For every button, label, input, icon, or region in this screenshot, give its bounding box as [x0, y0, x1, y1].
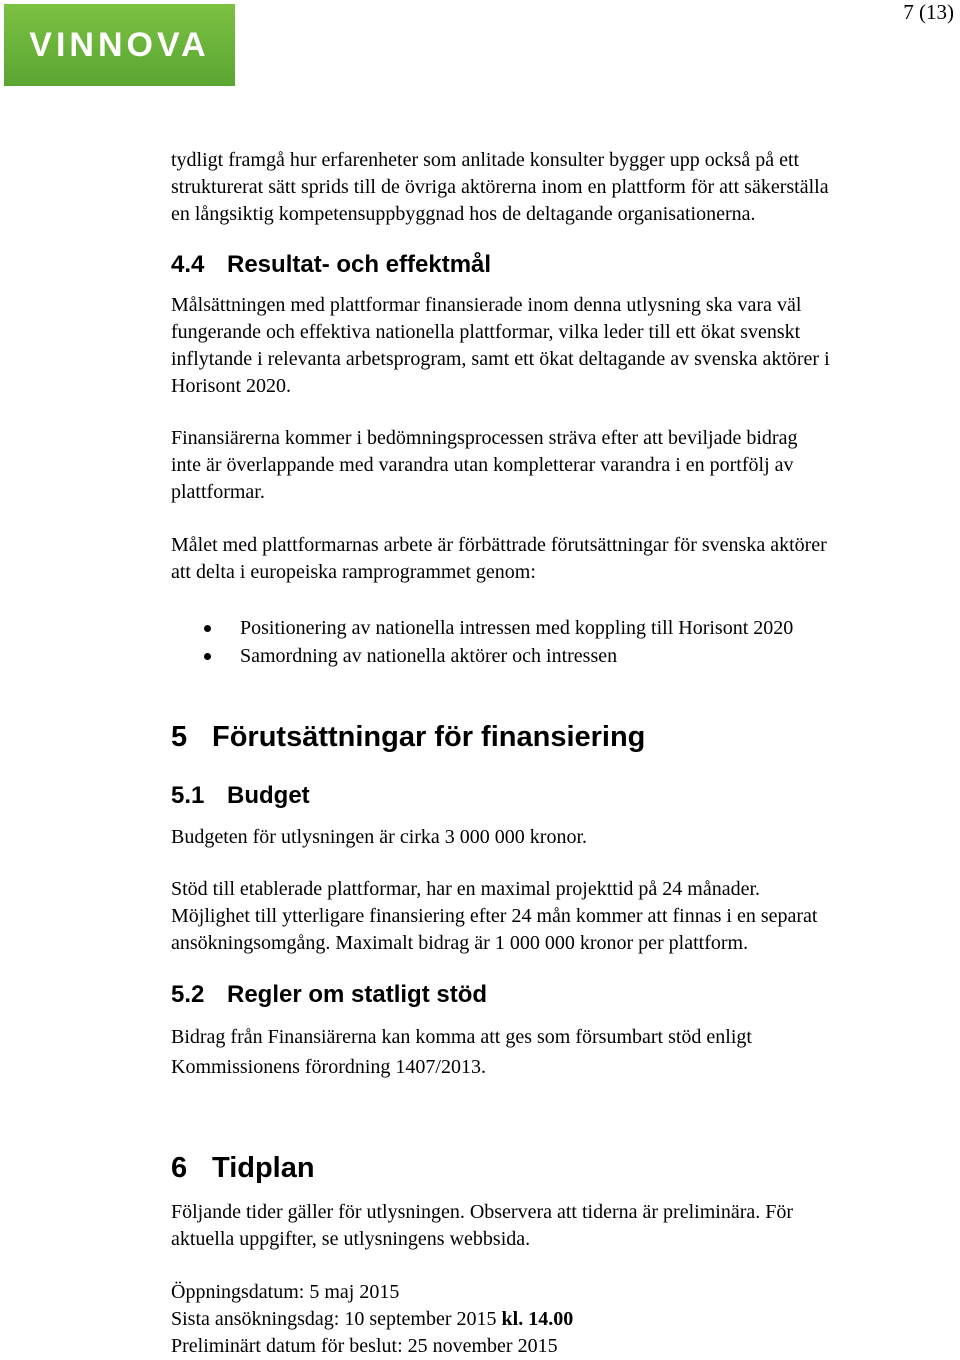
text-line: ansökningsomgång. Maximalt bidrag är 1 000 000 kronor per plattform.	[171, 932, 749, 954]
section-number: 4.4	[171, 251, 205, 278]
list-item	[203, 614, 793, 642]
section-title: Resultat- och effektmål	[227, 251, 492, 278]
decision-date: Preliminärt datum för beslut: 25 november 2015	[171, 1335, 558, 1357]
section-number: 5	[171, 721, 188, 753]
intro-paragraph	[171, 147, 941, 228]
text-line: Målsättningen med plattformar finansierade inom denna utlysning ska vara väl	[171, 294, 802, 316]
text-line: aktuella uppgifter, se utlysningens webbsida.	[171, 1228, 531, 1250]
deadline-time: kl. 14.00	[501, 1308, 574, 1330]
section-4-4-paragraph-2	[171, 425, 941, 506]
state-aid-paragraph	[171, 1022, 941, 1082]
section-5-2-heading	[171, 981, 487, 1009]
timeline-intro-paragraph	[171, 1199, 941, 1253]
text-line: Finansiärerna kommer i bedömningsprocessen sträva efter att beviljade bidrag	[171, 427, 798, 449]
text-line: plattformar.	[171, 481, 265, 503]
text-line: tydligt framgå hur erfarenheter som anlitade konsulter bygger upp också på ett	[171, 149, 800, 171]
text-line: Möjlighet till ytterligare finansiering efter 24 mån kommer att finnas i en separat	[171, 905, 818, 927]
section-4-4-heading	[171, 251, 491, 279]
timeline-dates	[171, 1279, 941, 1360]
section-4-4-paragraph-1	[171, 292, 941, 400]
text-line: Horisont 2020.	[171, 375, 291, 397]
text-line: Budgeten för utlysningen är cirka 3 000 000 kronor.	[171, 826, 588, 848]
section-5-heading	[171, 721, 645, 754]
text-line: en långsiktig kompetensuppbyggnad hos de deltagande organisationerna.	[171, 203, 756, 225]
section-number: 6	[171, 1152, 188, 1184]
text-line: inte är överlappande med varandra utan kompletterar varandra i en portfölj av	[171, 454, 794, 476]
text-line: inflytande i relevanta arbetsprogram, samt ett ökat deltagande av svenska aktörer i	[171, 348, 830, 370]
section-number: 5.1	[171, 782, 205, 809]
section-5-1-heading	[171, 782, 310, 810]
section-title: Förutsättningar för finansiering	[212, 721, 646, 753]
text-line: fungerande och effektiva nationella plattformar, vilka leder till ett ökat svenskt	[171, 321, 801, 343]
section-title: Regler om statligt stöd	[227, 981, 488, 1008]
list-item-text: Positionering av nationella intressen med koppling till Horisont 2020	[240, 617, 794, 639]
section-4-4-paragraph-3	[171, 532, 941, 586]
section-title: Tidplan	[212, 1152, 315, 1184]
deadline-date: Sista ansökningsdag: 10 september 2015	[171, 1308, 497, 1330]
logo-text: VINNOVA	[29, 25, 210, 64]
text-line: strukturerat sätt sprids till de övriga aktörerna inom en plattform för att säkerställa	[171, 176, 829, 198]
text-line: Målet med plattformarnas arbete är förbättrade förutsättningar för svenska aktörer	[171, 534, 827, 556]
page-number: 7 (13)	[903, 0, 954, 24]
vinnova-logo	[4, 4, 235, 86]
text-line: Följande tider gäller för utlysningen. Observera att tiderna är preliminära. För	[171, 1201, 794, 1223]
section-6-heading	[171, 1152, 315, 1185]
text-line: att delta i europeiska ramprogrammet genom:	[171, 561, 536, 583]
list-item	[203, 642, 793, 670]
bullet-icon	[204, 653, 211, 660]
goal-bullet-list	[203, 614, 793, 670]
budget-details-paragraph	[171, 876, 941, 957]
list-item-text: Samordning av nationella aktörer och intressen	[240, 645, 618, 667]
text-line: Bidrag från Finansiärerna kan komma att ges som försumbart stöd enligt	[171, 1026, 752, 1048]
opening-date: Öppningsdatum: 5 maj 2015	[171, 1281, 400, 1303]
text-line: Stöd till etablerade plattformar, har en maximal projekttid på 24 månader.	[171, 878, 761, 900]
budget-paragraph	[171, 824, 941, 851]
deadline-line	[171, 1306, 941, 1333]
section-title: Budget	[227, 782, 310, 809]
text-line: Kommissionens förordning 1407/2013.	[171, 1056, 486, 1078]
bullet-icon	[204, 625, 211, 632]
section-number: 5.2	[171, 981, 205, 1008]
